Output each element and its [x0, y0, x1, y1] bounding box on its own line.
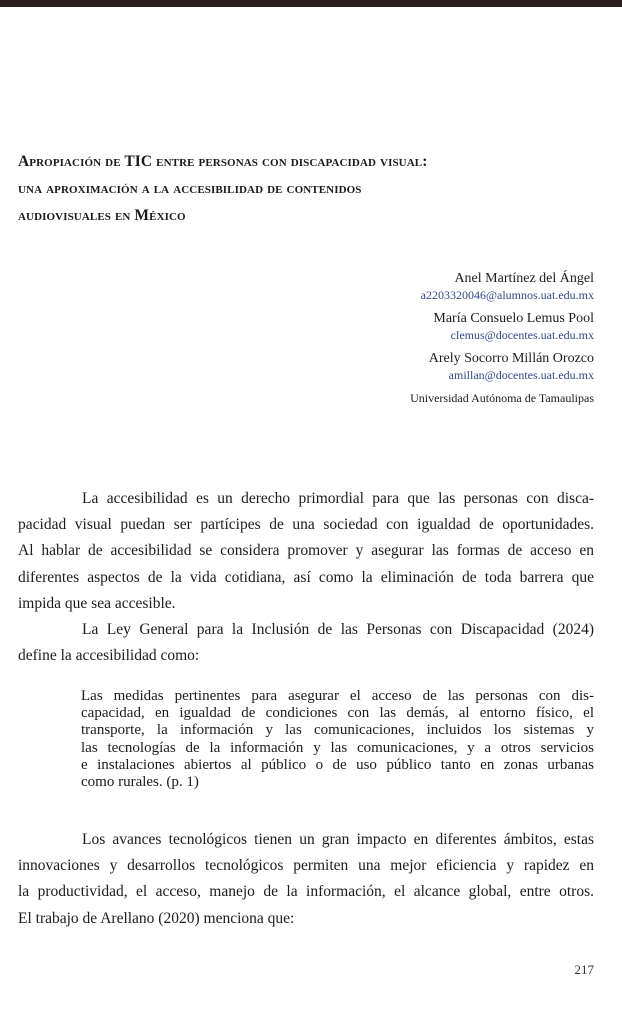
paragraph-line: define la accesibilidad como:	[18, 647, 200, 665]
author-email[interactable]: a2203320046@alumnos.uat.edu.mx	[420, 288, 594, 302]
paragraph-line: innovaciones y desarrollos tecnológicos permiten una mejor eficiencia y rapidez en	[18, 857, 594, 875]
paragraph-line: Los avances tecnológicos tienen un gran impacto en diferentes ámbitos, estas	[82, 831, 594, 848]
author-name: Arely Socorro Millán Orozco	[428, 351, 594, 366]
author-email[interactable]: amillan@docentes.uat.edu.mx	[448, 368, 594, 382]
title-line: una aproximación a la accesibilidad de contenidos	[18, 180, 362, 197]
article-title	[18, 148, 608, 229]
paragraph-line: impida que sea accesible.	[18, 594, 176, 612]
paragraph-accesibilidad	[18, 486, 594, 669]
author-name: Anel Martínez del Ángel	[454, 271, 594, 286]
paragraph-line: La Ley General para la Inclusión de las Personas con Discapacidad (2024)	[82, 621, 594, 639]
paragraph-line: diferentes aspectos de la vida cotidiana, así como la eliminación de toda barrera que	[18, 568, 594, 586]
author-email[interactable]: clemus@docentes.uat.edu.mx	[450, 328, 594, 342]
paragraph-line: El trabajo de Arellano (2020) menciona que:	[18, 909, 295, 927]
top-edge-strip	[0, 0, 622, 7]
author-block	[410, 270, 594, 406]
quote-line: capacidad, en igualdad de condiciones con las demás, al entorno físico, el	[81, 705, 594, 722]
block-quote	[81, 688, 594, 791]
paragraph-line: Al hablar de accesibilidad se considera promover y asegurar las formas de acceso en	[18, 542, 594, 560]
quote-line: e instalaciones abiertos al público o de uso público tanto en zonas urbanas	[81, 756, 594, 773]
quote-line: Las medidas pertinentes para asegurar el acceso de las personas con dis-	[81, 688, 594, 704]
page-number: 217	[574, 962, 594, 977]
title-line: audiovisuales en México	[18, 207, 186, 224]
paragraph-line: la productividad, el acceso, manejo de la información, el alcance global, entre otros.	[18, 883, 594, 901]
paragraph-line: La accesibilidad es un derecho primordial para que las personas con disca-	[82, 490, 594, 507]
paragraph-avances	[18, 827, 594, 932]
paragraph-line: pacidad visual puedan ser partícipes de una sociedad con igualdad de oportunidades.	[18, 516, 594, 534]
author-name: María Consuelo Lemus Pool	[433, 311, 594, 326]
quote-line: las tecnologías de la información y las comunicaciones, y a otros servicios	[81, 739, 594, 756]
affiliation: Universidad Autónoma de Tamaulipas	[410, 391, 594, 405]
quote-line: transporte, la información y las comunicaciones, incluidos los sistemas y	[81, 722, 594, 739]
quote-line: como rurales. (p. 1)	[81, 774, 199, 791]
title-line: Apropiación de TIC entre personas con discapacidad visual:	[18, 153, 428, 170]
